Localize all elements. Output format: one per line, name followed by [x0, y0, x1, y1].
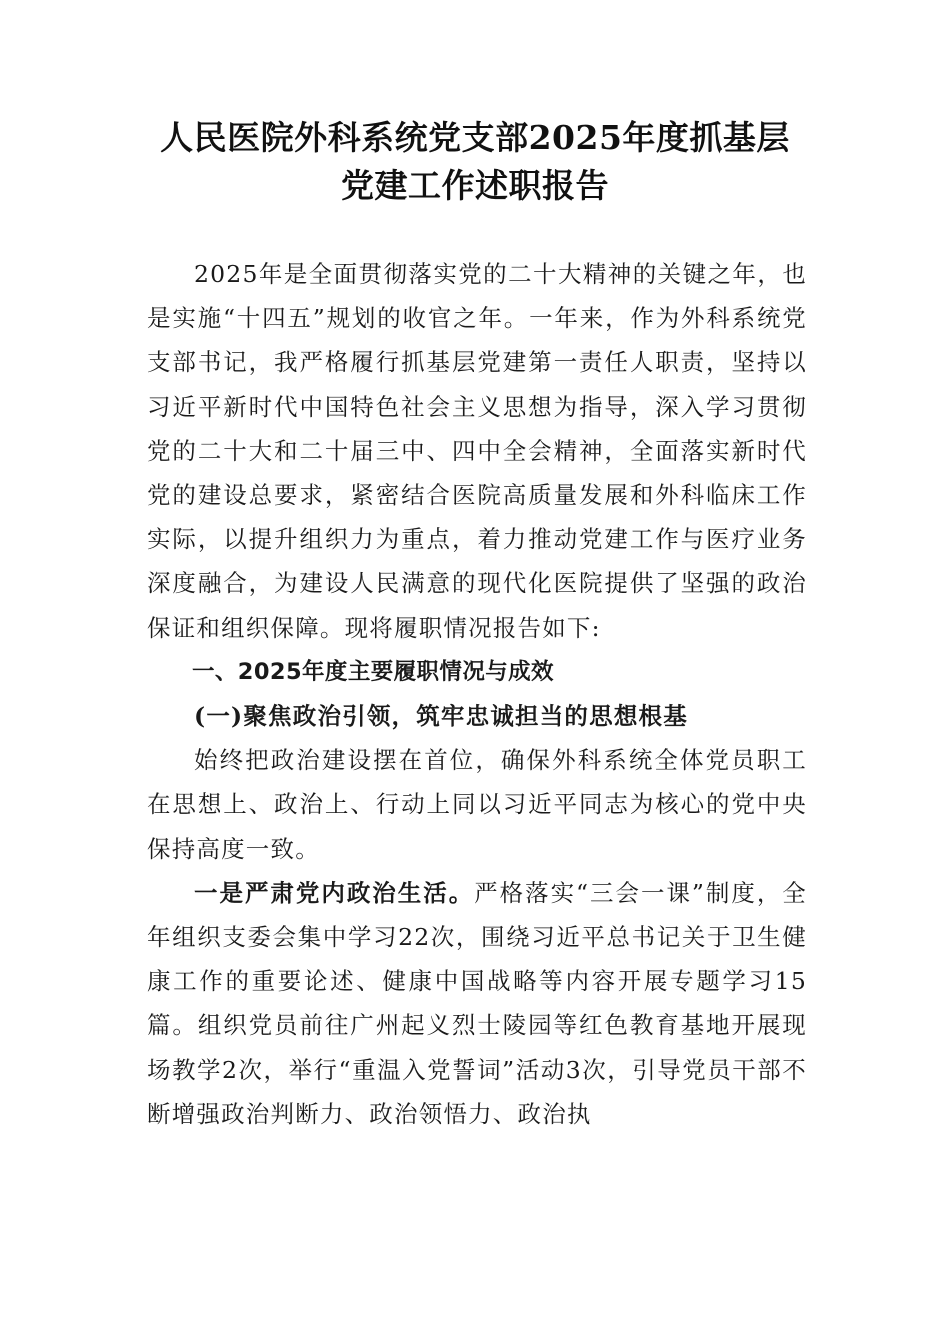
title-line-2: 党建工作述职报告 — [341, 166, 609, 205]
intro-paragraph: 2025年是全面贯彻落实党的二十大精神的关键之年，也是实施“十四五”规划的收官之年。一年来，作为外科系统党支部书记，我严格履行抓基层党建第一责任人职责，坚持以习近平新时代中国特色社会主义思想为指导，深入学习贯彻党的二十大和二十届三中、四中全会精神，全面落实新时代党的建设总要求，紧密结合医院高质量发展和外科临床工作实际，以提升组织力为重点，着力推动党建工作与医疗业务深度融合，为建设人民满意的现代化医院提供了坚强的政治保证和组织保障。现将履职情况报告如下: — [147, 260, 807, 642]
section-heading-1: 一、2025年度主要履职情况与成效 — [192, 658, 554, 685]
point-1-text: 严格落实“三会一课”制度，全年组织支委会集中学习22次，围绕习近平总书记关于卫生健康工作的重要论述、健康中国战略等内容开展专题学习15篇。组织党员前往广州起义烈士陵园等红色教育基地开展现场教学2次，举行“重温入党誓词”活动3次，引导党员干部不断增强政治判断力、政治领悟力、政治执 — [147, 878, 808, 1128]
point-1-lead: 一是严肃党内政治生活。 — [194, 878, 475, 907]
subsection-heading-1: (一)聚焦政治引领，筑牢忠诚担当的思想根基 — [194, 702, 688, 731]
title-line-1: 人民医院外科系统党支部2025年度抓基层 — [160, 118, 790, 157]
document-body — [147, 252, 807, 1136]
subsection-1-paragraph: 始终把政治建设摆在首位，确保外科系统全体党员职工在思想上、政治上、行动上同以习近平同志为核心的党中央保持高度一致。 — [147, 746, 807, 863]
document-title — [130, 114, 820, 210]
point-1-paragraph — [147, 871, 807, 1136]
